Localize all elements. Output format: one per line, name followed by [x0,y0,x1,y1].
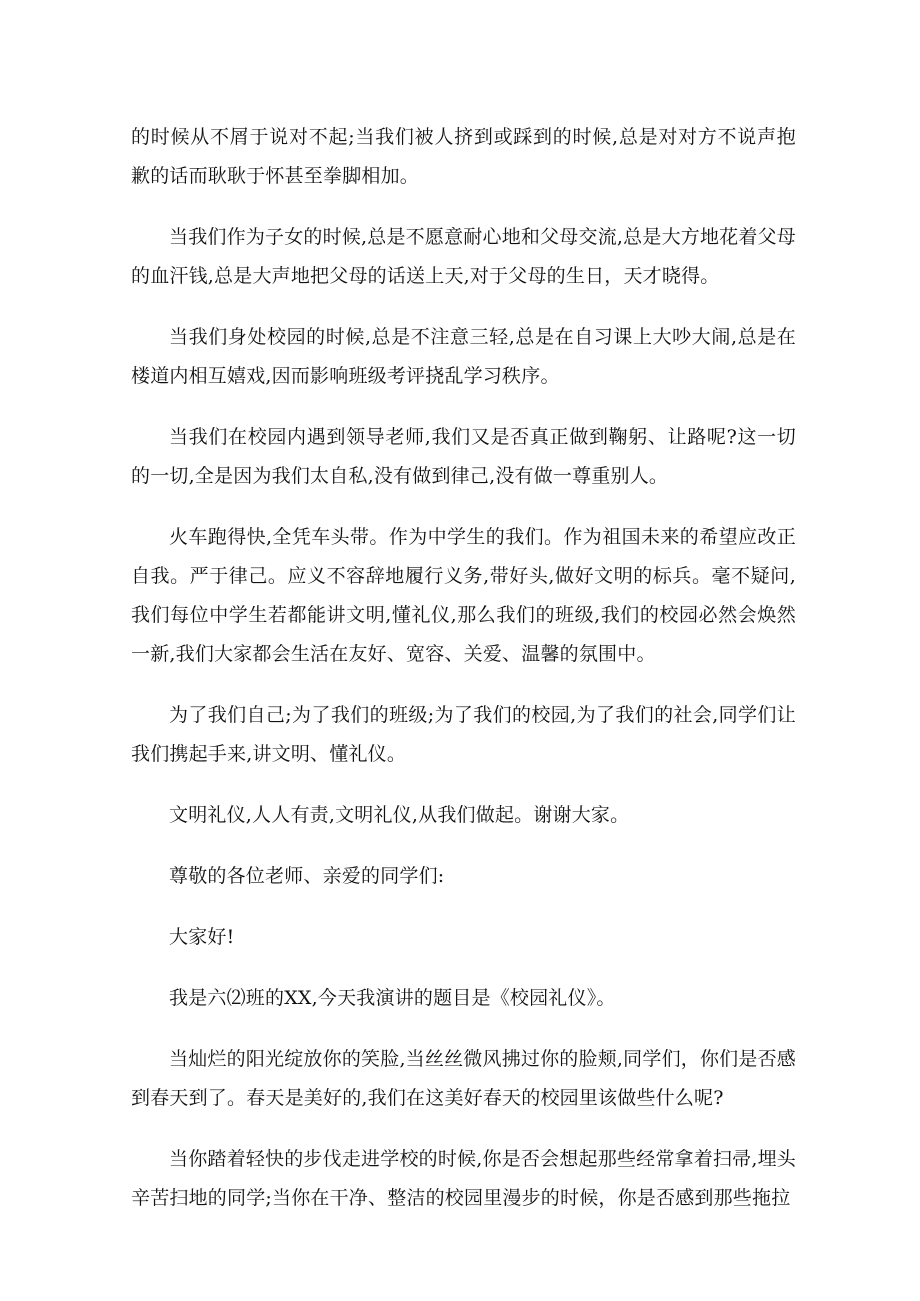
speech-intro: 我是六⑵班的XX,今天我演讲的题目是《校园礼仪》。 [169,987,616,1009]
greeting: 大家好! [169,926,235,948]
paragraph-6: 为了我们自己;为了我们的班级;为了我们的校园,为了我们的社会,同学们让我们携起手来,讲文明、懂礼仪。 [131,704,796,765]
paragraph-5: 火车跑得快,全凭车头带。作为中学生的我们。作为祖国未来的希望应改正自我。严于律己。应义不容辞地履行义务,带好头,做好文明的标兵。毫不疑问,我们每位中学生若都能讲文明,懂礼仪,那么我们的班级,我们的校园必然会焕然一新,我们大家都会生活在友好、宽容、关爱、温馨的氛围中。 [131,526,796,665]
paragraph-4: 当我们在校园内遇到领导老师,我们又是否真正做到鞠躬、让路呢?这一切的一切,全是因为我们太自私,没有做到律己,没有做一尊重别人。 [131,426,796,487]
paragraph-1: 的时候从不屑于说对不起;当我们被人挤到或踩到的时候,总是对对方不说声抱歉的话而耿耿于怀甚至拳脚相加。 [131,126,796,187]
salutation: 尊敬的各位老师、亲爱的同学们: [169,865,445,887]
paragraph-11: 当灿烂的阳光绽放你的笑脸,当丝丝微风拂过你的脸颊,同学们，你们是否感到春天到了。春天是美好的,我们在这美好春天的校园里该做些什么呢? [131,1048,796,1109]
document-body [131,118,796,1240]
paragraph-3: 当我们身处校园的时候,总是不注意三轻,总是在自习课上大吵大闹,总是在楼道内相互嬉戏,因而影响班级考评挠乱学习秩序。 [131,326,796,387]
paragraph-2: 当我们作为子女的时候,总是不愿意耐心地和父母交流,总是大方地花着父母的血汗钱,总是大声地把父母的话送上天,对于父母的生日，天才晓得。 [131,226,796,287]
paragraph-7: 文明礼仪,人人有责,文明礼仪,从我们做起。谢谢大家。 [169,804,630,826]
paragraph-12: 当你踏着轻快的步伐走进学校的时候,你是否会想起那些经常拿着扫帚,埋头辛苦扫地的同学;当你在干净、整洁的校园里漫步的时候，你是否感到那些拖拉 [131,1148,796,1209]
